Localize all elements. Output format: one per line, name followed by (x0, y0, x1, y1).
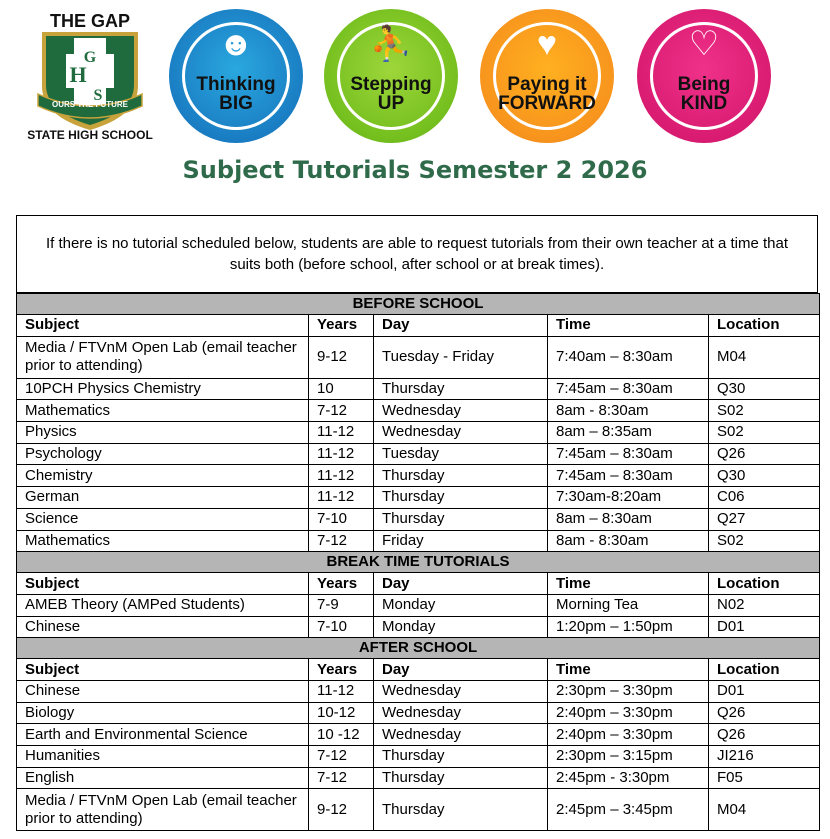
table-row (17, 336, 820, 378)
cell-day: Monday (374, 616, 548, 638)
cell-time: 8am – 8:35am (548, 422, 709, 444)
table-row (17, 487, 820, 509)
table-row (17, 422, 820, 444)
cell-time: 7:45am – 8:30am (548, 443, 709, 465)
cell-location: S02 (709, 422, 820, 444)
section-header-row (17, 294, 820, 315)
cell-day: Tuesday - Friday (374, 336, 548, 378)
cell-day: Tuesday (374, 443, 548, 465)
cell-subject: Mathematics (17, 530, 309, 552)
cell-time: 7:45am – 8:30am (548, 465, 709, 487)
cell-subject: Chinese (17, 680, 309, 702)
value-stepping-up: ⛹ Stepping UP (324, 9, 458, 143)
cell-location: Q30 (709, 465, 820, 487)
table-row (17, 508, 820, 530)
section-title: BREAK TIME TUTORIALS (17, 552, 820, 573)
cell-subject: Mathematics (17, 400, 309, 422)
cell-years: 9-12 (309, 336, 374, 378)
cell-location: N02 (709, 594, 820, 616)
table-row (17, 680, 820, 702)
logo-top-text: THE GAP (49, 11, 131, 31)
table-row (17, 724, 820, 746)
column-header-subject: Subject (17, 659, 309, 681)
table-row (17, 616, 820, 638)
cell-subject: Psychology (17, 443, 309, 465)
cell-time: 7:30am-8:20am (548, 487, 709, 509)
value-paying-it-forward: ♥ Paying it FORWARD (480, 9, 614, 143)
column-header-subject: Subject (17, 573, 309, 595)
page-title: Subject Tutorials Semester 2 2026 (182, 156, 648, 184)
table-row (17, 378, 820, 400)
cell-subject: Earth and Environmental Science (17, 724, 309, 746)
cell-subject: German (17, 487, 309, 509)
column-header-location: Location (709, 573, 820, 595)
cell-day: Monday (374, 594, 548, 616)
table-row (17, 702, 820, 724)
cell-subject: AMEB Theory (AMPed Students) (17, 594, 309, 616)
cell-day: Wednesday (374, 400, 548, 422)
cell-location: S02 (709, 400, 820, 422)
cell-subject: Science (17, 508, 309, 530)
cell-location: D01 (709, 616, 820, 638)
cell-years: 7-12 (309, 767, 374, 789)
cell-time: 2:45pm – 3:45pm (548, 789, 709, 831)
tutorial-schedule-table (16, 293, 820, 831)
cell-location: M04 (709, 789, 820, 831)
logo-initial-s: S (93, 87, 103, 104)
table-row (17, 746, 820, 768)
cell-subject: 10PCH Physics Chemistry (17, 378, 309, 400)
cell-day: Thursday (374, 767, 548, 789)
section-header-row (17, 552, 820, 573)
section-header-row (17, 638, 820, 659)
cell-time: 2:30pm – 3:30pm (548, 680, 709, 702)
cell-years: 10-12 (309, 702, 374, 724)
cell-day: Friday (374, 530, 548, 552)
cell-time: 2:40pm – 3:30pm (548, 724, 709, 746)
column-header-day: Day (374, 573, 548, 595)
table-row (17, 767, 820, 789)
cell-location: Q26 (709, 443, 820, 465)
table-row (17, 530, 820, 552)
cell-location: Q26 (709, 724, 820, 746)
column-header-day: Day (374, 315, 548, 337)
cell-years: 7-9 (309, 594, 374, 616)
cell-location: Q26 (709, 702, 820, 724)
logo-bottom-text: STATE HIGH SCHOOL (27, 128, 153, 142)
cell-years: 9-12 (309, 789, 374, 831)
hand-heart-icon: ♥ (536, 25, 558, 63)
cell-subject: English (17, 767, 309, 789)
cell-subject: Biology (17, 702, 309, 724)
column-header-years: Years (309, 315, 374, 337)
column-header-location: Location (709, 659, 820, 681)
cell-years: 11-12 (309, 487, 374, 509)
cell-time: 1:20pm – 1:50pm (548, 616, 709, 638)
column-header-years: Years (309, 573, 374, 595)
cell-years: 10 (309, 378, 374, 400)
cell-years: 7-10 (309, 508, 374, 530)
table-row (17, 594, 820, 616)
school-logo (20, 8, 160, 143)
table-row (17, 443, 820, 465)
cell-years: 11-12 (309, 680, 374, 702)
cell-time: 2:40pm – 3:30pm (548, 702, 709, 724)
cell-day: Thursday (374, 508, 548, 530)
section-title: BEFORE SCHOOL (17, 294, 820, 315)
value-thinking-big: ☻ Thinking BIG (169, 9, 303, 143)
cell-day: Thursday (374, 789, 548, 831)
section-title: AFTER SCHOOL (17, 638, 820, 659)
cell-day: Wednesday (374, 702, 548, 724)
logo-motto: OURS THE FUTURE (52, 100, 128, 109)
cell-location: JI216 (709, 746, 820, 768)
cell-location: Q30 (709, 378, 820, 400)
cell-subject: Physics (17, 422, 309, 444)
logo-initial-h: H (69, 62, 87, 87)
cell-years: 7-12 (309, 400, 374, 422)
cell-day: Thursday (374, 465, 548, 487)
cell-location: C06 (709, 487, 820, 509)
cell-time: 7:45am – 8:30am (548, 378, 709, 400)
cell-day: Thursday (374, 746, 548, 768)
cell-years: 7-12 (309, 746, 374, 768)
cell-day: Thursday (374, 378, 548, 400)
value-being-kind: ♡ Being KIND (637, 9, 771, 143)
notice-text: If there is no tutorial scheduled below, students are able to request tutorials from their own teacher at a time that suits both (before school, after school or at break times). (45, 235, 789, 273)
column-header-time: Time (548, 315, 709, 337)
cell-time: 8am - 8:30am (548, 400, 709, 422)
table-row (17, 789, 820, 831)
heart-icon: ♡ (688, 25, 720, 63)
table-row (17, 400, 820, 422)
cell-day: Wednesday (374, 422, 548, 444)
cell-subject: Media / FTVnM Open Lab (email teacher prior to attending) (17, 789, 309, 831)
column-header-row (17, 659, 820, 681)
cell-subject: Media / FTVnM Open Lab (email teacher prior to attending) (17, 336, 309, 378)
person-climbing-steps-icon: ⛹ (369, 25, 413, 63)
cell-location: D01 (709, 680, 820, 702)
cell-time: 2:30pm – 3:15pm (548, 746, 709, 768)
head-star-icon: ☻ (218, 25, 254, 63)
cell-location: M04 (709, 336, 820, 378)
cell-time: 8am - 8:30am (548, 530, 709, 552)
cell-location: S02 (709, 530, 820, 552)
cell-day: Wednesday (374, 680, 548, 702)
cell-subject: Humanities (17, 746, 309, 768)
cell-years: 7-12 (309, 530, 374, 552)
cell-location: F05 (709, 767, 820, 789)
notice-box (16, 215, 818, 293)
logo-initial-g: G (83, 49, 97, 66)
cell-time: 2:45pm - 3:30pm (548, 767, 709, 789)
cell-time: Morning Tea (548, 594, 709, 616)
cell-years: 10 -12 (309, 724, 374, 746)
cell-years: 7-10 (309, 616, 374, 638)
cell-subject: Chinese (17, 616, 309, 638)
cell-years: 11-12 (309, 422, 374, 444)
cell-subject: Chemistry (17, 465, 309, 487)
column-header-location: Location (709, 315, 820, 337)
cell-day: Thursday (374, 487, 548, 509)
column-header-years: Years (309, 659, 374, 681)
column-header-row (17, 573, 820, 595)
column-header-time: Time (548, 573, 709, 595)
cell-day: Wednesday (374, 724, 548, 746)
column-header-row (17, 315, 820, 337)
cell-location: Q27 (709, 508, 820, 530)
cell-time: 7:40am – 8:30am (548, 336, 709, 378)
cell-years: 11-12 (309, 465, 374, 487)
column-header-day: Day (374, 659, 548, 681)
column-header-time: Time (548, 659, 709, 681)
table-row (17, 465, 820, 487)
cell-time: 8am – 8:30am (548, 508, 709, 530)
column-header-subject: Subject (17, 315, 309, 337)
cell-years: 11-12 (309, 443, 374, 465)
